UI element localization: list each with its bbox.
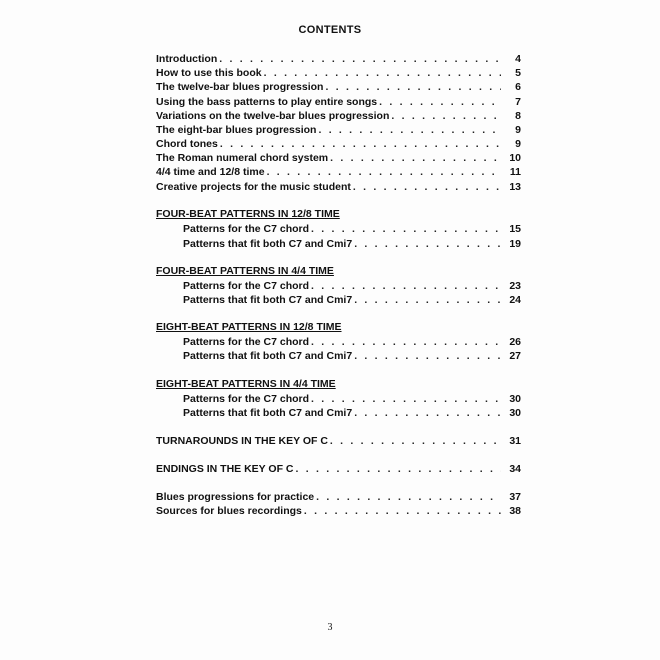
toc-entry-page: 37 — [509, 491, 521, 503]
toc-entry-label: Chord tones — [156, 138, 218, 150]
toc-entry-page: 7 — [515, 96, 521, 108]
toc-entry[interactable] — [156, 109, 521, 123]
dot-leader — [311, 335, 501, 349]
toc-entry-page: 27 — [509, 350, 521, 362]
toc-entry-page: 31 — [509, 435, 521, 447]
toc-entry[interactable] — [156, 80, 521, 94]
dot-leader — [391, 109, 501, 123]
toc-entry-label: The Roman numeral chord system — [156, 152, 329, 164]
toc-entry-page: 24 — [509, 294, 521, 306]
toc-entry-endings[interactable] — [156, 462, 521, 476]
toc-entry-label: The eight-bar blues progression — [156, 124, 317, 136]
dot-leader — [296, 462, 502, 476]
section-heading: EIGHT-BEAT PATTERNS IN 12/8 TIME — [156, 321, 342, 333]
section-heading: FOUR-BEAT PATTERNS IN 12/8 TIME — [156, 208, 340, 220]
toc-entry[interactable] — [183, 237, 521, 251]
toc-entry-label: TURNAROUNDS IN THE KEY OF C — [156, 435, 328, 447]
toc-entry-page: 30 — [509, 407, 521, 419]
toc-entry-label: Patterns that fit both C7 and Cmi7 — [183, 238, 353, 250]
toc-entry-page: 26 — [509, 336, 521, 348]
section-heading: FOUR-BEAT PATTERNS IN 4/4 TIME — [156, 265, 334, 277]
dot-leader — [311, 279, 501, 293]
toc-entry-page: 30 — [509, 393, 521, 405]
dot-leader — [311, 222, 501, 236]
toc-entry[interactable] — [156, 95, 521, 109]
toc-entry[interactable] — [183, 293, 521, 307]
dot-leader — [318, 123, 501, 137]
toc-entry-page: 11 — [509, 166, 521, 178]
toc-entry-label: Patterns that fit both C7 and Cmi7 — [183, 407, 353, 419]
toc-entry-page: 38 — [509, 505, 521, 517]
toc-entry[interactable] — [156, 165, 521, 179]
toc-entry-label: 4/4 time and 12/8 time — [156, 166, 265, 178]
toc-entry-label: Blues progressions for practice — [156, 491, 315, 503]
toc-entry-label: Variations on the twelve-bar blues progression — [156, 110, 390, 122]
toc-entry-page: 9 — [515, 124, 521, 136]
dot-leader — [353, 180, 501, 194]
toc-entry[interactable] — [156, 123, 521, 137]
toc-entry-label: How to use this book — [156, 67, 262, 79]
section-heading: EIGHT-BEAT PATTERNS IN 4/4 TIME — [156, 378, 336, 390]
toc-entry[interactable] — [183, 279, 521, 293]
dot-leader — [325, 80, 501, 94]
toc-entry[interactable] — [156, 151, 521, 165]
dot-leader — [379, 95, 501, 109]
toc-entry-page: 13 — [509, 181, 521, 193]
toc-entry-page: 6 — [515, 81, 521, 93]
dot-leader — [311, 392, 501, 406]
toc-entry-page: 34 — [509, 463, 521, 475]
dot-leader — [220, 137, 501, 151]
toc-entry-page: 23 — [509, 280, 521, 292]
dot-leader — [267, 165, 501, 179]
toc-entry-page: 10 — [509, 152, 521, 164]
dot-leader — [354, 349, 501, 363]
dot-leader — [354, 237, 501, 251]
toc-entry[interactable] — [183, 392, 521, 406]
toc-entry-label: Introduction — [156, 53, 218, 65]
toc-entry-page: 5 — [515, 67, 521, 79]
toc-entry-label: Sources for blues recordings — [156, 505, 302, 517]
toc-entry[interactable] — [183, 406, 521, 420]
toc-entry[interactable] — [183, 222, 521, 236]
page-number: 3 — [327, 622, 333, 633]
dot-leader — [330, 151, 501, 165]
toc-entry[interactable] — [156, 504, 521, 518]
toc-entry-label: Creative projects for the music student — [156, 181, 351, 193]
page-title: CONTENTS — [298, 24, 362, 36]
toc-entry[interactable] — [156, 52, 521, 66]
toc-entry[interactable] — [183, 349, 521, 363]
dot-leader — [264, 66, 501, 80]
dot-leader — [304, 504, 501, 518]
toc-entry[interactable] — [156, 180, 521, 194]
dot-leader — [354, 293, 501, 307]
toc-entry[interactable] — [183, 335, 521, 349]
dot-leader — [354, 406, 501, 420]
toc-entry-label: Patterns for the C7 chord — [183, 393, 310, 405]
toc-entry-page: 19 — [509, 238, 521, 250]
dot-leader — [316, 490, 501, 504]
toc-entry-page: 8 — [515, 110, 521, 122]
toc-entry-label: Using the bass patterns to play entire songs — [156, 96, 378, 108]
toc-entry-label: The twelve-bar blues progression — [156, 81, 324, 93]
toc-entry-label: Patterns that fit both C7 and Cmi7 — [183, 294, 353, 306]
dot-leader — [330, 434, 501, 448]
toc-entry-label: Patterns that fit both C7 and Cmi7 — [183, 350, 353, 362]
toc-entry-page: 4 — [515, 53, 521, 65]
toc-entry-label: Patterns for the C7 chord — [183, 280, 310, 292]
toc-entry[interactable] — [156, 490, 521, 504]
dot-leader — [219, 52, 501, 66]
toc-entry-turnarounds[interactable] — [156, 434, 521, 448]
toc-entry-page: 9 — [515, 138, 521, 150]
toc-entry[interactable] — [156, 137, 521, 151]
toc-entry-label: Patterns for the C7 chord — [183, 223, 310, 235]
toc-entry-label: Patterns for the C7 chord — [183, 336, 310, 348]
toc-entry[interactable] — [156, 66, 521, 80]
toc-entry-page: 15 — [509, 223, 521, 235]
toc-entry-label: ENDINGS IN THE KEY OF C — [156, 463, 294, 475]
